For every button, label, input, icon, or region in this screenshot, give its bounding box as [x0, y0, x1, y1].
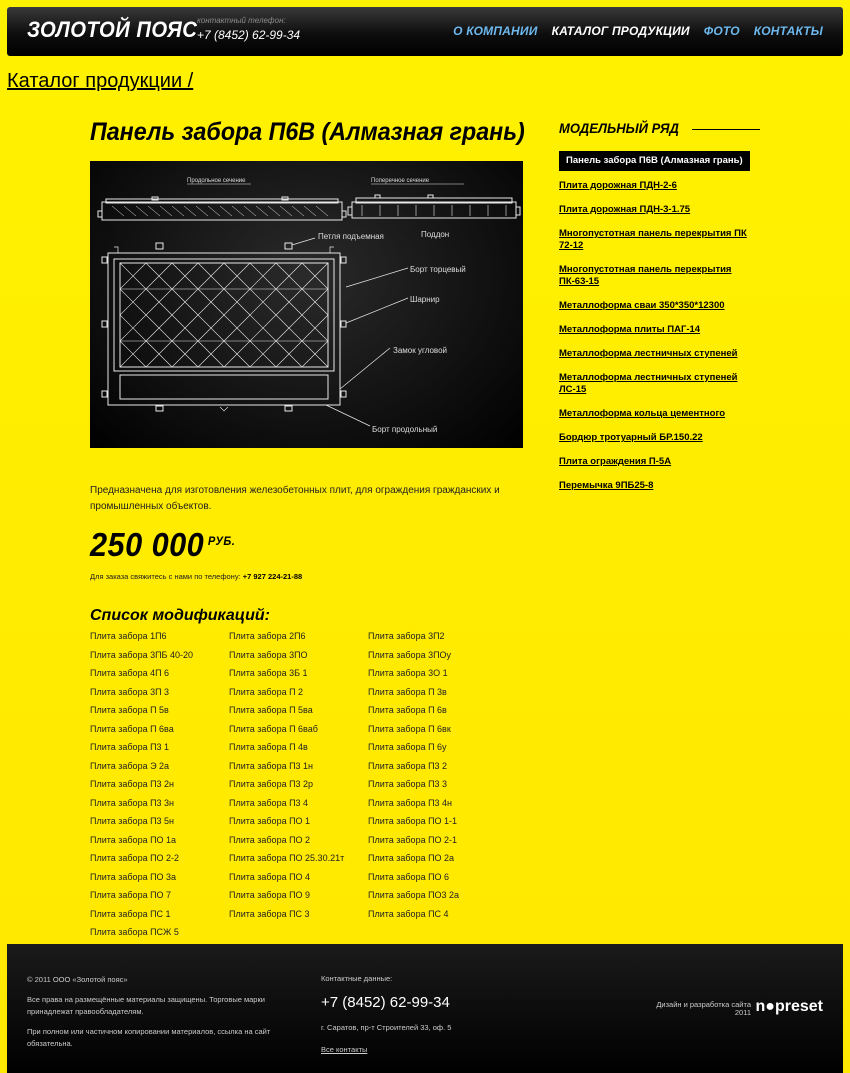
modification-item: Плита забора П 6у — [368, 742, 447, 752]
sidebar-title: МОДЕЛЬНЫЙ РЯД — [559, 120, 679, 136]
sidebar-item[interactable]: Металлоформа плиты ПАГ-14 — [559, 324, 701, 335]
modification-item: Плита забора П3 1 — [90, 742, 170, 752]
modification-item: Плита забора ПО 7 — [90, 890, 172, 900]
modification-item: Плита забора ПО 2-1 — [368, 834, 458, 845]
product-drawing — [90, 161, 523, 448]
modification-item: Плита забора ПО 1 — [229, 816, 311, 826]
order-phone: +7 927 224-21-88 — [242, 572, 303, 581]
price-currency: РУБ. — [207, 534, 236, 548]
footer-legal — [27, 974, 272, 1058]
modification-item: Плита забора ПО 2-2 — [90, 853, 180, 863]
modifications-list — [90, 631, 510, 946]
label-lifting-loop: Петля подъемная — [318, 232, 384, 241]
modification-item: Плита забора 3П 3 — [90, 686, 170, 697]
long-section-drawing — [98, 197, 346, 220]
sidebar-item-current[interactable]: Панель забора П6В (Алмазная грань) — [559, 151, 750, 171]
sidebar-item[interactable]: Многопустотная панель перекрытия ПК-63-15 — [559, 264, 732, 287]
label-end-side: Борт торцевый — [410, 265, 466, 274]
sidebar-model-list — [559, 150, 759, 504]
footer-developer-logo[interactable]: n●preset — [755, 998, 823, 1015]
site-logo[interactable]: ЗОЛОТОЙ ПОЯС — [27, 17, 198, 42]
footer-copyright: © 2011 ООО «Золотой пояс» — [27, 975, 128, 984]
product-title: Панель забора П6В (Алмазная грань) — [90, 118, 525, 146]
nav-contacts[interactable]: КОНТАКТЫ — [753, 24, 823, 38]
modification-item: Плита забора П3 2р — [229, 779, 314, 789]
modification-item: Плита забора ПО 25.30.21т — [229, 853, 345, 863]
modification-item: Плита забора ПО 6 — [368, 871, 450, 882]
sidebar-item[interactable]: Металлоформа сваи 350*350*12300 — [559, 300, 725, 311]
modification-item: Плита забора ПС 3 — [229, 908, 310, 919]
modification-item: Плита забора ПО3 2а — [368, 890, 460, 900]
modification-item: Плита забора ПСЖ 5 — [90, 927, 179, 937]
modification-item: Плита забора П3 3н — [90, 797, 175, 808]
footer-design-credit — [656, 1001, 751, 1017]
main-nav — [453, 24, 823, 38]
sidebar-item[interactable]: Плита дорожная ПДН-2-6 — [559, 180, 677, 191]
modification-item: Плита забора П3 4 — [229, 797, 309, 808]
label-hinge: Шарнир — [410, 295, 440, 304]
modification-item: Плита забора ПО 9 — [229, 890, 311, 900]
nav-catalog[interactable]: КАТАЛОГ ПРОДУКЦИИ — [551, 24, 690, 38]
modification-item: Плита забора 3О 1 — [368, 668, 448, 678]
modification-item: Плита забора П3 2 — [368, 760, 448, 771]
footer-design-line1: Дизайн и разработка сайта — [656, 1000, 751, 1009]
product-price — [90, 526, 235, 564]
modification-item: Плита забора ПО 1-1 — [368, 816, 458, 826]
modification-item: Плита забора П 5в — [90, 705, 169, 715]
sidebar-title-rule — [692, 129, 760, 130]
header-contact-label: контактный телефон: — [197, 16, 286, 25]
modification-item: Плита забора П3 1н — [229, 760, 314, 771]
header-phone: +7 (8452) 62-99-34 — [197, 28, 301, 42]
sidebar-item[interactable]: Бордюр тротуарный БР.150.22 — [559, 432, 703, 443]
footer-phone: +7 (8452) 62-99-34 — [321, 994, 450, 1011]
modification-item: Плита забора ПС 4 — [368, 908, 449, 919]
label-pallet: Поддон — [421, 230, 450, 239]
modification-item: Плита забора ПО 4 — [229, 871, 311, 882]
modification-item: Плита забора ПО 1а — [90, 834, 177, 845]
sidebar-item[interactable]: Плита дорожная ПДН-3-1.75 — [559, 204, 691, 215]
footer-all-contacts-link[interactable]: Все контакты — [321, 1045, 368, 1054]
plan-view-drawing — [102, 243, 346, 411]
modification-item: Плита забора П3 3 — [368, 779, 448, 789]
modification-item: Плита забора 3Б 1 — [229, 668, 308, 678]
modification-item: Плита забора П 5ва — [229, 705, 313, 715]
modification-item: Плита забора 3П2 — [368, 631, 445, 641]
label-long-side: Борт продольный — [372, 425, 438, 434]
cross-section-drawing — [348, 195, 520, 218]
footer-contacts-label: Контактные данные: — [321, 974, 393, 983]
sidebar-item[interactable]: Металлоформа лестничных ступеней — [559, 348, 738, 359]
price-value: 250 000 — [90, 526, 205, 563]
modification-item: Плита забора 3ПОу — [368, 649, 452, 660]
label-cross-section: Поперечное сечение — [371, 178, 430, 184]
modification-item: Плита забора П3 2н — [90, 779, 175, 789]
product-description: Предназначена для изготовления железобетонных плит, для ограждения гражданских и промышленных объектов. — [90, 485, 500, 512]
modification-item: Плита забора П3 5н — [90, 816, 175, 826]
modification-item: Плита забора П 6в — [368, 705, 447, 715]
nav-about[interactable]: О КОМПАНИИ — [453, 24, 538, 38]
site-header — [7, 7, 843, 56]
sidebar-item[interactable]: Плита ограждения П-5А — [559, 456, 672, 467]
modification-item: Плита забора П 2 — [229, 686, 304, 697]
modification-item: Плита забора П 6ва — [90, 723, 174, 734]
order-note-text: Для заказа свяжитесь с нами по телефону: — [90, 572, 241, 581]
modification-item: Плита забора 3ПБ 40-20 — [90, 649, 193, 660]
footer-design-line2: 2011 — [734, 1008, 751, 1017]
order-note — [90, 572, 302, 581]
footer-address: г. Саратов, пр-т Строителей 33, оф. 5 — [321, 1023, 452, 1032]
modification-item: Плита забора ПО 2 — [229, 834, 311, 845]
modification-item: Плита забора П 4в — [229, 742, 308, 752]
label-corner-lock: Замок угловой — [393, 346, 447, 355]
label-long-section: Продольное сечение — [187, 178, 246, 184]
sidebar-item[interactable]: Металлоформа лестничных ступеней ЛС-15 — [559, 372, 738, 395]
breadcrumb-catalog[interactable]: Каталог продукции / — [7, 70, 194, 92]
modification-item: Плита забора Э 2а — [90, 760, 170, 771]
footer-copy-note: При полном или частичном копировании материалов, ссылка на сайт обязательна. — [27, 1027, 271, 1048]
nav-photo[interactable]: ФОТО — [703, 24, 740, 38]
modification-item: Плита забора П 6вк — [368, 723, 451, 734]
modification-item: Плита забора ПО 3а — [90, 871, 177, 882]
sidebar-item[interactable]: Металлоформа кольца цементного — [559, 408, 726, 419]
modification-item: Плита забора П3 4н — [368, 797, 453, 808]
site-footer — [7, 944, 843, 1073]
footer-rights: Все права на размещённые материалы защищены. Торговые марки принадлежат правообладателям. — [27, 995, 265, 1016]
modification-item: Плита забора 1П6 — [90, 631, 167, 641]
modification-item: Плита забора 2П6 — [229, 631, 306, 641]
modification-item: Плита забора П 3в — [368, 686, 447, 697]
sidebar-item[interactable]: Многопустотная панель перекрытия ПК 72-12 — [559, 228, 747, 251]
modification-item: Плита забора 3ПО — [229, 649, 308, 660]
sidebar-item[interactable]: Перемычка 9ПБ25-8 — [559, 480, 654, 491]
modification-item: Плита забора ПО 2а — [368, 853, 455, 863]
modification-item: Плита забора 4П 6 — [90, 668, 170, 678]
modifications-title: Список модификаций: — [90, 607, 270, 624]
modification-item: Плита забора П 6ваб — [229, 723, 318, 734]
modification-item: Плита забора ПС 1 — [90, 908, 171, 919]
